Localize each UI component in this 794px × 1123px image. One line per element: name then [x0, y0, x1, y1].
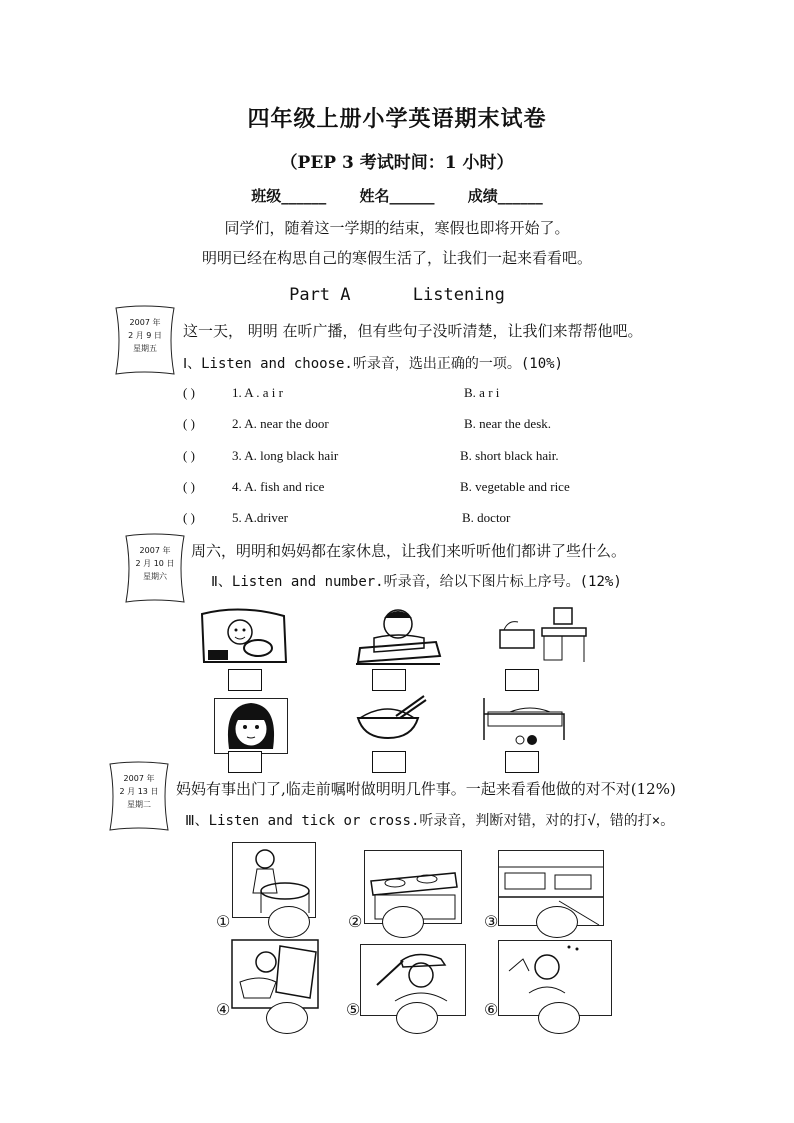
number-box[interactable]	[505, 669, 539, 691]
option-b: B. vegetable and rice	[460, 479, 570, 494]
answer-circle[interactable]	[382, 906, 424, 938]
bed-icon	[480, 690, 566, 748]
date-day: 2 月 9 日	[128, 331, 162, 340]
rice-bowl-icon	[352, 694, 428, 742]
number-box[interactable]	[372, 669, 406, 691]
answer-paren[interactable]: ( )	[183, 416, 195, 431]
date-scroll-feb13	[104, 760, 168, 824]
number-box[interactable]	[372, 751, 406, 773]
section1-story: 这一天， 明明 在听广播，但有些句子没听清楚，让我们来帮帮他吧。	[183, 322, 643, 340]
date-weekday: 星期二	[127, 800, 151, 809]
section1-instruction: Ⅰ、Listen and choose.听录音，选出正确的一项。(10%)	[183, 356, 563, 372]
option-a: 2. A. near the door	[232, 416, 329, 431]
date-year: 2007 年	[123, 774, 155, 783]
girl-hair-picture	[214, 698, 288, 754]
section2-story: 周六，明明和妈妈都在家休息，让我们来听听他们都讲了些什么。	[191, 542, 627, 560]
intro-line-1: 同学们，随着这一学期的结束，寒假也即将开始了。	[224, 219, 570, 237]
boy-wiping-table-icon	[233, 843, 315, 917]
question-row	[183, 416, 195, 432]
date-year: 2007 年	[139, 546, 171, 555]
answer-circle[interactable]	[268, 906, 310, 938]
intro-line-2: 明明已经在构思自己的寒假生活了，让我们一起来看看吧。	[201, 249, 592, 267]
option-a: 4. A. fish and rice	[232, 479, 325, 494]
car-driver-icon	[200, 606, 288, 664]
label-6: ⑥	[484, 1000, 499, 1019]
score-field[interactable]: 成绩______	[467, 187, 543, 205]
student-info-row	[0, 185, 794, 206]
date-weekday: 星期六	[143, 572, 167, 581]
bedroom-desk-picture	[496, 602, 588, 666]
part-heading	[0, 285, 794, 305]
label-5: ⑤	[346, 1000, 361, 1019]
student-desk-picture	[354, 604, 442, 666]
option-b: B. short black hair.	[460, 448, 559, 463]
date-day: 2 月 13 日	[119, 787, 159, 796]
exam-subtitle: （PEP 3 考试时间：1 小时）	[280, 153, 514, 173]
question-row	[183, 479, 195, 495]
option-b: B. near the desk.	[464, 416, 552, 431]
answer-circle[interactable]	[538, 1002, 580, 1034]
answer-paren[interactable]: ( )	[183, 479, 195, 494]
option-a: 1. A . a i r	[232, 385, 283, 400]
exam-title: 四年级上册小学英语期末试卷	[247, 106, 547, 132]
boy-writing-icon	[354, 604, 442, 666]
label-4: ④	[216, 1000, 231, 1019]
girl-face-icon	[215, 699, 287, 753]
computer-desk-icon	[496, 602, 588, 666]
option-a: 3. A. long black hair	[232, 448, 339, 463]
option-a: 5. A.driver	[232, 510, 288, 525]
rice-bowl-picture	[352, 694, 428, 742]
part-label: Part A	[289, 285, 351, 305]
answer-paren[interactable]: ( )	[183, 510, 195, 525]
part-name: Listening	[412, 285, 505, 305]
answer-paren[interactable]: ( )	[183, 385, 195, 400]
label-3: ③	[484, 912, 499, 931]
section3-story: 妈妈有事出门了,临走前嘱咐做明明几件事。一起来看看他做的对不对(12%)	[176, 780, 676, 798]
question-row	[183, 385, 195, 401]
driver-picture	[200, 606, 288, 664]
date-day: 2 月 10 日	[135, 559, 175, 568]
answer-circle[interactable]	[266, 1002, 308, 1034]
painting-wall-icon	[230, 938, 320, 1010]
answer-circle[interactable]	[396, 1002, 438, 1034]
option-b: B. doctor	[462, 510, 511, 525]
bed-picture	[480, 690, 566, 748]
number-box[interactable]	[505, 751, 539, 773]
question-row	[183, 510, 195, 526]
label-1: ①	[216, 912, 231, 931]
painting-picture	[230, 938, 320, 1010]
boy-cleaning-picture	[232, 842, 316, 918]
question-row	[183, 448, 195, 464]
label-2: ②	[348, 912, 363, 931]
answer-paren[interactable]: ( )	[183, 448, 195, 463]
date-weekday: 星期五	[133, 344, 157, 353]
class-field[interactable]: 班级______	[251, 187, 327, 205]
date-scroll-feb10	[120, 532, 184, 596]
number-box[interactable]	[228, 751, 262, 773]
date-year: 2007 年	[129, 318, 161, 327]
number-box[interactable]	[228, 669, 262, 691]
section2-instruction: Ⅱ、Listen and number.听录音，给以下图片标上序号。(12%)	[211, 574, 622, 590]
date-scroll-feb9	[110, 304, 174, 368]
section3-instruction: Ⅲ、Listen and tick or cross.听录音，判断对错，对的打√，错的打×。	[185, 813, 675, 829]
answer-circle[interactable]	[536, 906, 578, 938]
name-field[interactable]: 姓名______	[359, 187, 435, 205]
option-b: B. a r i	[464, 385, 500, 400]
